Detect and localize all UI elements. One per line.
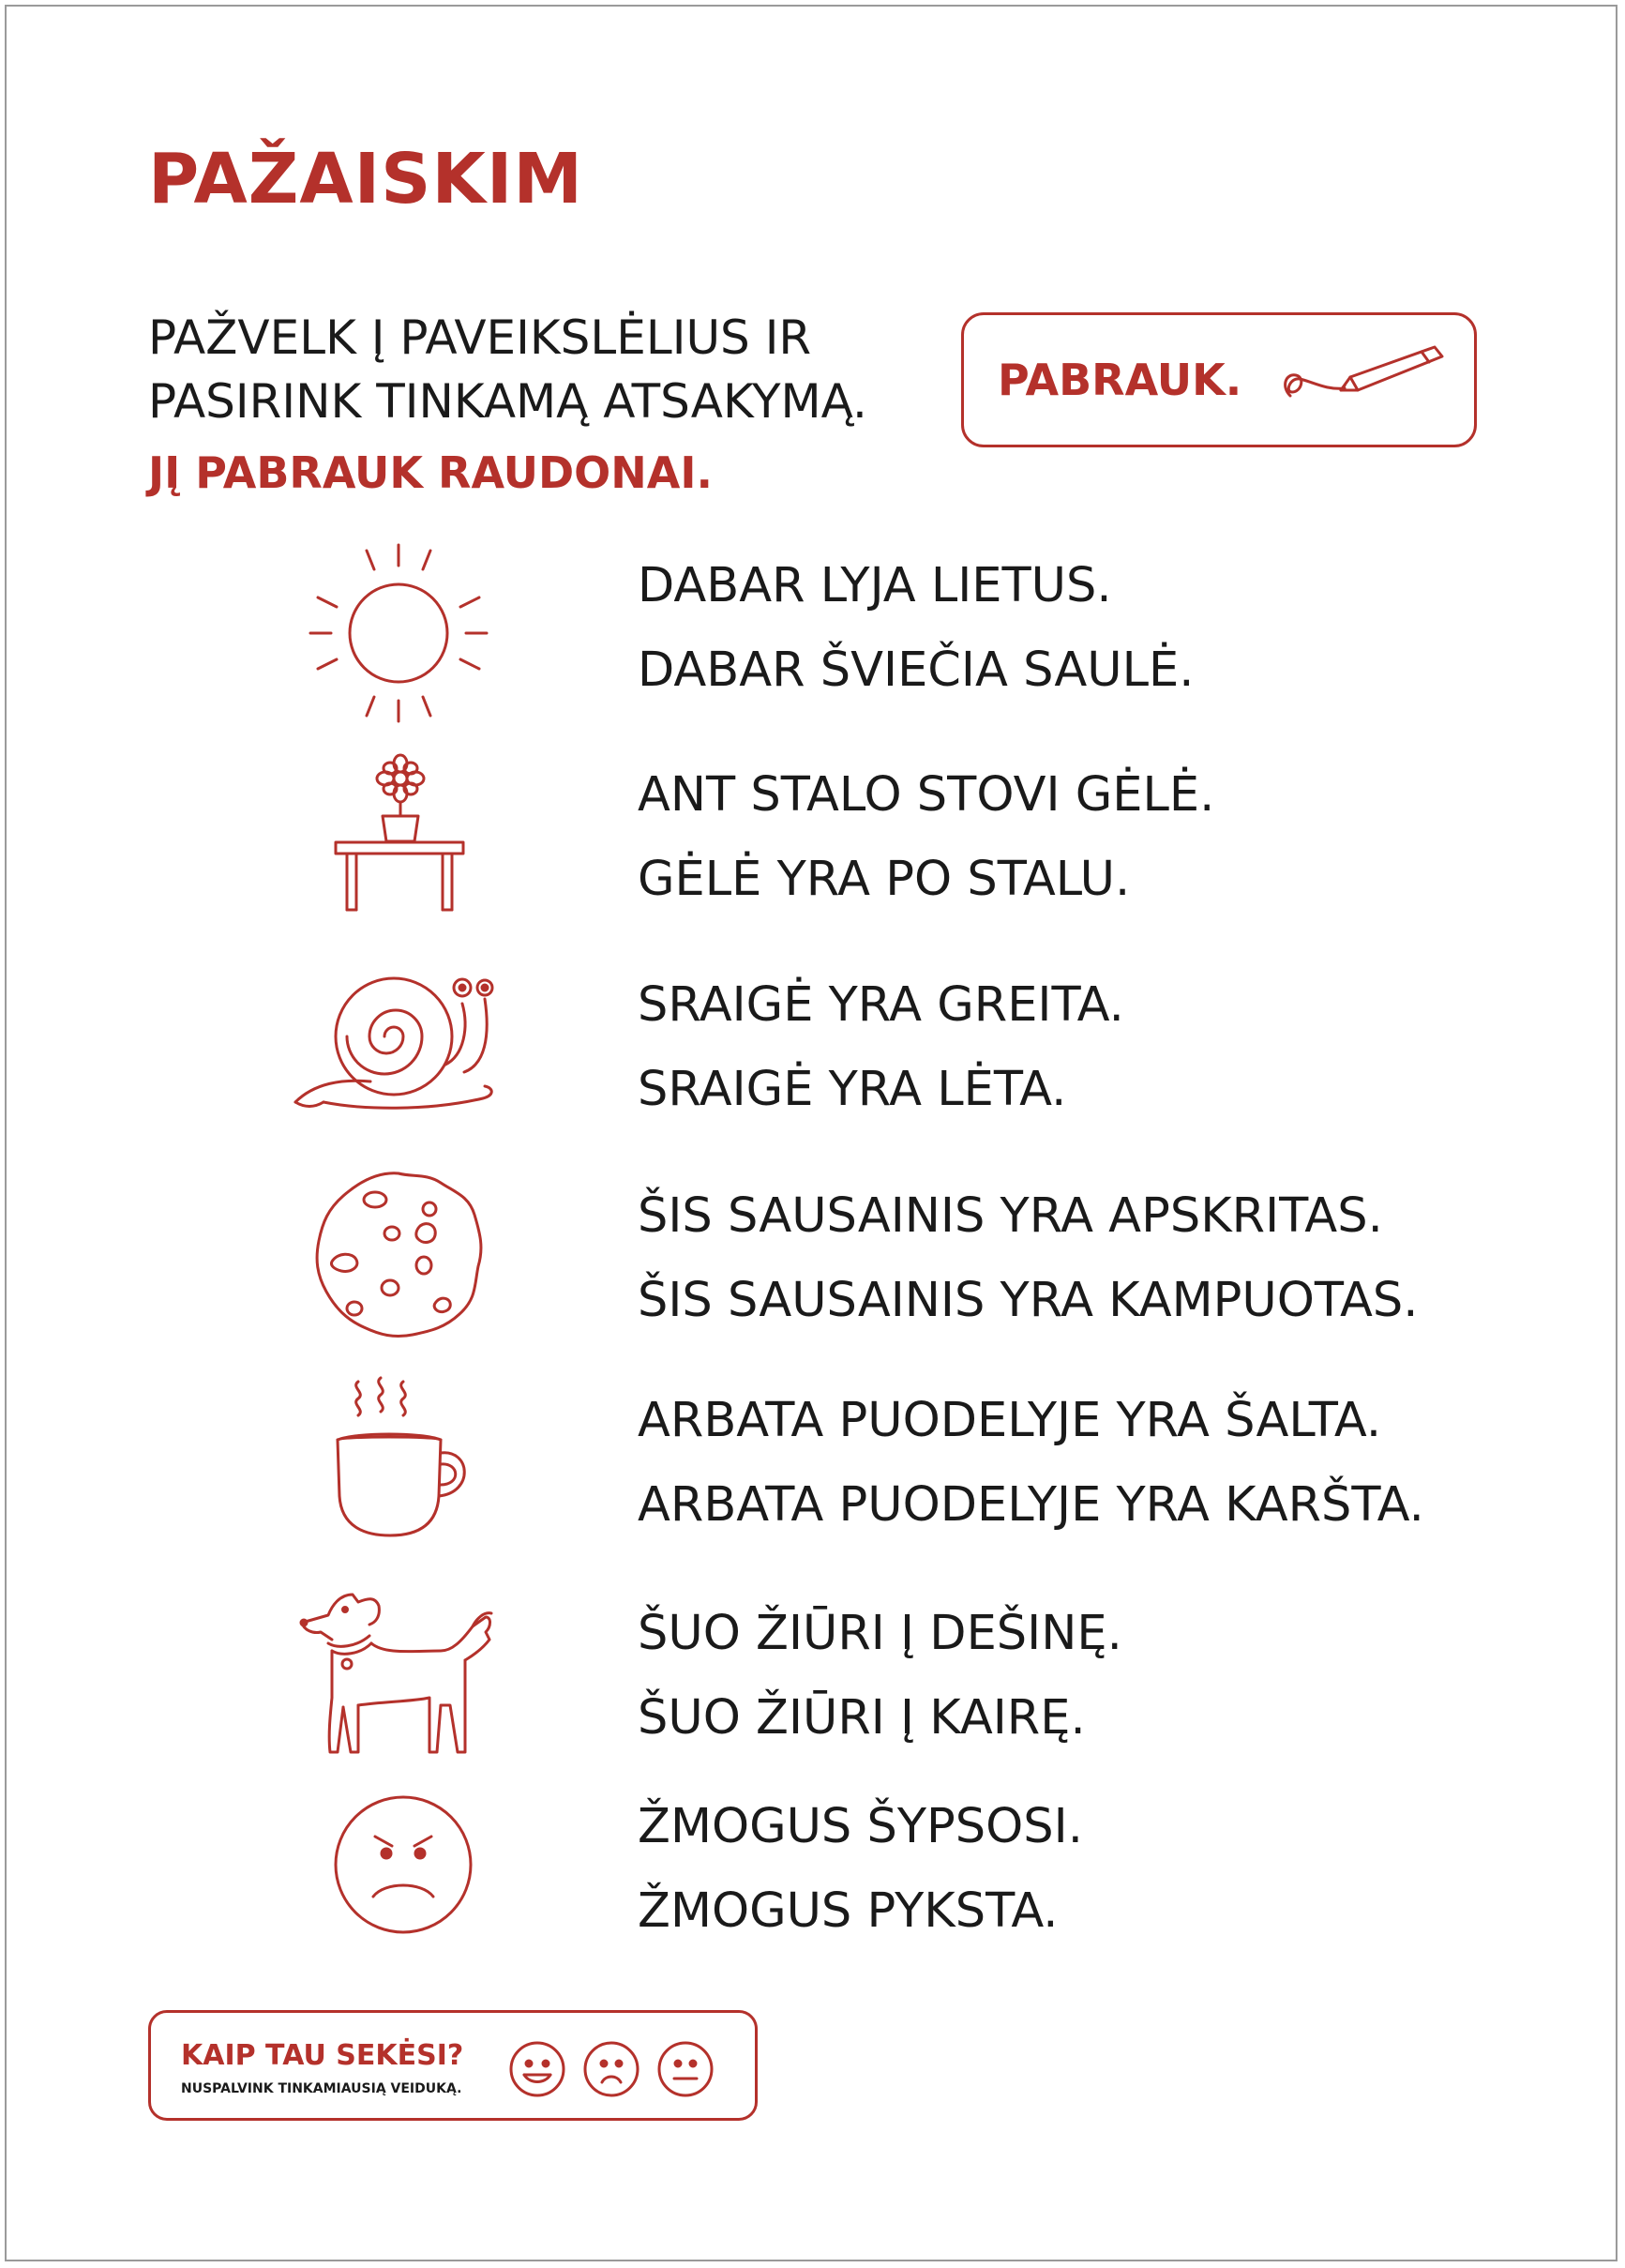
instructions — [148, 306, 992, 505]
question-row-6 — [0, 1585, 1625, 1759]
answer-option[interactable]: SRAIGĖ YRA GREITA. — [638, 977, 1124, 1033]
feedback-question: KAIP TAU SEKĖSI? — [181, 2039, 464, 2072]
page-title: PAŽAISKIM — [148, 139, 583, 219]
question-row-1 — [0, 539, 1625, 727]
question-row-5 — [0, 1374, 1625, 1543]
answer-option[interactable]: ŠUO ŽIŪRI Į KAIRĘ. — [638, 1690, 1086, 1746]
answer-option[interactable]: ŽMOGUS ŠYPSOSI. — [638, 1799, 1083, 1854]
answer-option[interactable]: DABAR LYJA LIETUS. — [638, 558, 1112, 613]
answer-option[interactable]: DABAR ŠVIEČIA SAULĖ. — [638, 643, 1195, 698]
question-row-2 — [0, 750, 1625, 915]
happy-face-icon[interactable] — [507, 2039, 567, 2099]
answer-option[interactable]: ŠUO ŽIŪRI Į DEŠINĘ. — [638, 1606, 1122, 1661]
neutral-face-icon[interactable] — [655, 2039, 715, 2099]
hot-tea-cup-icon — [328, 1374, 478, 1543]
feedback-box — [148, 2010, 758, 2121]
answer-option[interactable]: ŠIS SAUSAINIS YRA APSKRITAS. — [638, 1188, 1383, 1244]
answer-option[interactable]: ARBATA PUODELYJE YRA ŠALTA. — [638, 1393, 1382, 1448]
answer-option[interactable]: ANT STALO STOVI GĖLĖ. — [638, 767, 1215, 823]
instruction-line-1: PAŽVELK Į PAVEIKSLĖLIUS IR — [148, 310, 812, 365]
dog-icon — [291, 1585, 506, 1759]
task-label: PABRAUK. — [998, 355, 1242, 405]
answer-option[interactable]: ARBATA PUODELYJE YRA KARŠTA. — [638, 1477, 1424, 1533]
instruction-line-3: JĮ PABRAUK RAUDONAI. — [148, 447, 713, 498]
task-box — [961, 312, 1477, 447]
answer-option[interactable]: ŠIS SAUSAINIS YRA KAMPUOTAS. — [638, 1273, 1419, 1328]
flower-on-table-icon — [328, 750, 469, 915]
snail-icon — [286, 961, 520, 1116]
answer-option[interactable]: SRAIGĖ YRA LĖTA. — [638, 1062, 1067, 1117]
question-row-7 — [0, 1790, 1625, 1958]
instruction-line-2: PASIRINK TINKAMĄ ATSAKYMĄ. — [148, 374, 867, 429]
question-row-4 — [0, 1168, 1625, 1341]
feedback-faces — [507, 2039, 725, 2103]
answer-option[interactable]: GĖLĖ YRA PO STALU. — [638, 852, 1131, 907]
sad-face-icon[interactable] — [581, 2039, 641, 2099]
sun-icon — [305, 539, 492, 727]
question-row-3 — [0, 961, 1625, 1116]
answer-option[interactable]: ŽMOGUS PYKSTA. — [638, 1883, 1059, 1939]
feedback-instruction: NUSPALVINK TINKAMIAUSIĄ VEIDUKĄ. — [181, 2081, 462, 2096]
cookie-icon — [309, 1168, 488, 1341]
pencil-icon — [1264, 338, 1452, 413]
angry-face-icon — [328, 1790, 478, 1940]
